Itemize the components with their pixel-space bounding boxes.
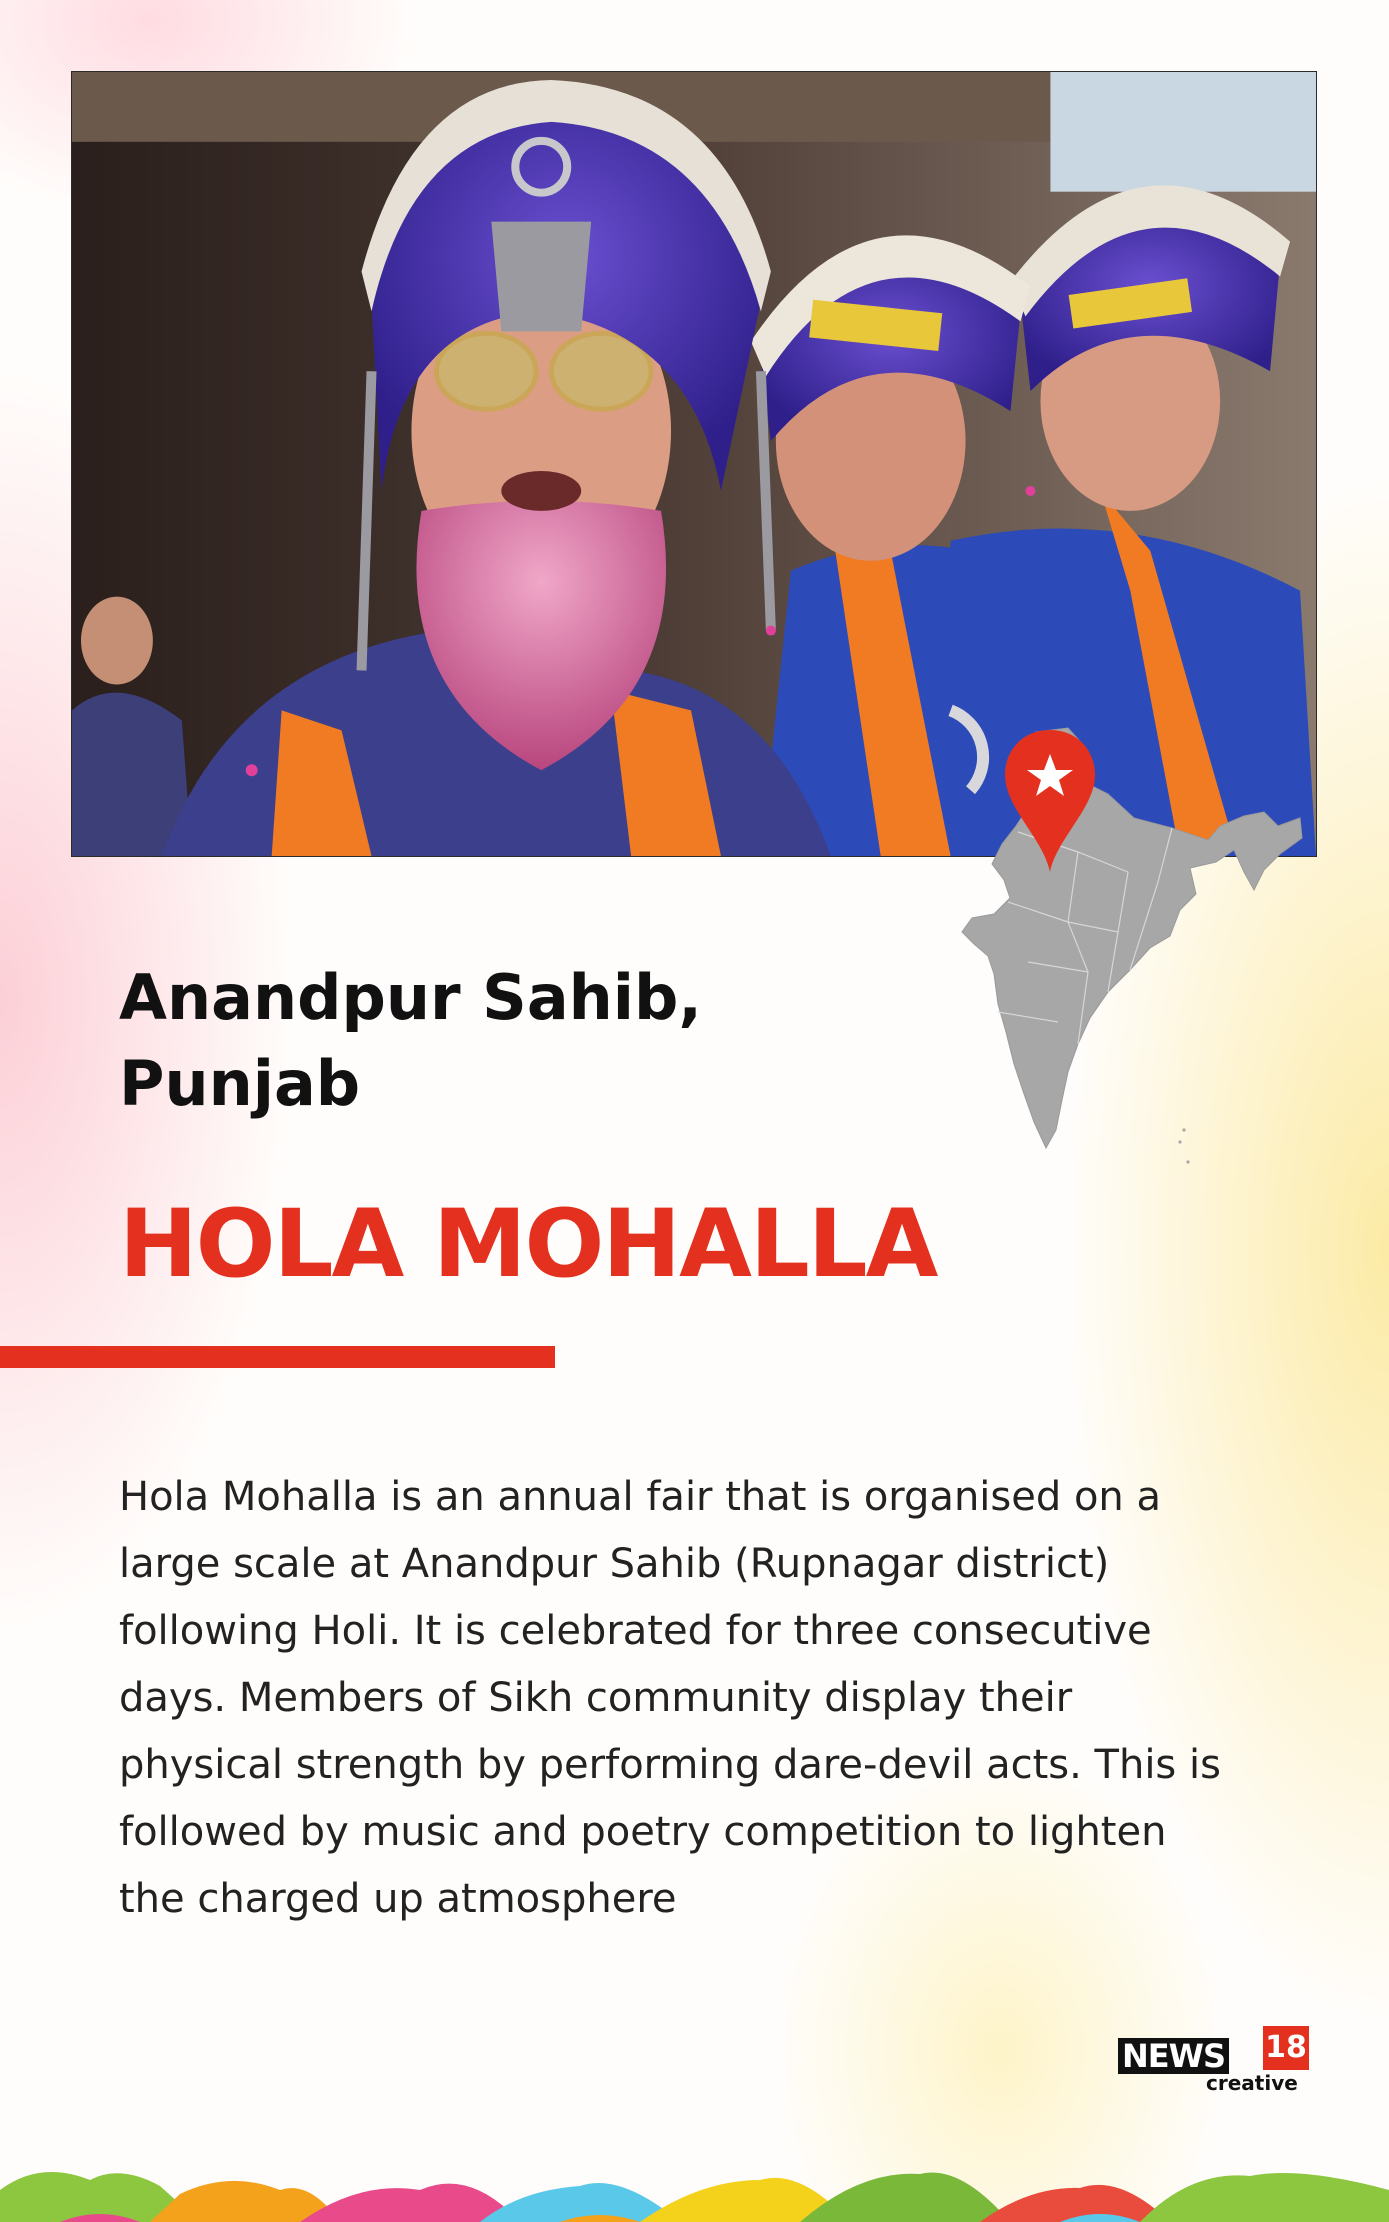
- title-underline: [0, 1346, 555, 1368]
- logo-creative: creative: [1206, 2071, 1298, 2095]
- logo-18: 18: [1263, 2026, 1309, 2070]
- location-pin-icon: [1003, 728, 1097, 874]
- location-line2: Punjab: [119, 1047, 361, 1120]
- location-line1: Anandpur Sahib,: [119, 961, 702, 1034]
- festival-title: HOLA MOHALLA: [119, 1190, 937, 1299]
- colour-powder-border: [0, 2150, 1389, 2222]
- logo-news: NEWS: [1118, 2038, 1229, 2074]
- festival-description: Hola Mohalla is an annual fair that is organised on a large scale at Anandpur Sahib (Rupnagar district) following Holi. It is celebrated for three consecutive days. Members of Sikh community display their physical strength by performing dare-devil acts. This is followed by music and poetry competition to lighten the charged up atmosphere: [119, 1474, 1221, 1922]
- location-heading: [119, 955, 919, 1127]
